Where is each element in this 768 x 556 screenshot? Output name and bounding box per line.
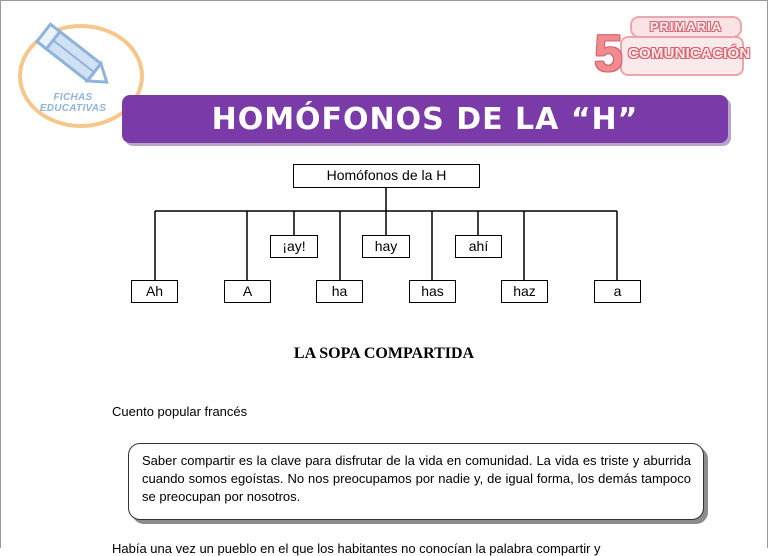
subject-label: COMUNICACIÓN [628,45,751,62]
diagram-node-a-lower: a [594,280,641,303]
diagram-node-a-upper: A [224,280,271,303]
intro-text: Saber compartir es la clave para disfrutar de la vida en comunidad. La vida es triste y aburrida cuando somos egoístas. No nos preocupamos por nadie y, de igual forma, los demás tampoco se preocupan por nosotros. [142,453,691,504]
story-title: LA SOPA COMPARTIDA [293,345,475,362]
diagram-node-ah: Ah [131,280,178,303]
story-first-line: Había una vez un pueblo en el que los habitantes no conocían la palabra compartir y [112,541,601,556]
diagram-node-hay: hay [362,235,410,258]
diagram-node-has: has [409,280,456,303]
level-badge: PRIMARIA [630,16,742,38]
primaria-comunicacion-logo [592,12,751,92]
story-origin: Cuento popular francés [112,404,248,419]
logo-text-line1: FICHAS [53,92,93,103]
logo-text-line2: EDUCATIVAS [39,103,107,114]
diagram-node-ha: ha [316,280,363,303]
intro-callout [128,443,704,520]
diagram-node-haz: haz [501,280,548,303]
diagram-node-ahi: ahí [455,235,502,258]
title-banner [122,95,728,143]
diagram-node-ay: ¡ay! [270,235,318,258]
page-title: HOMÓFONOS DE LA “H” [211,101,639,137]
diagram-root-node: Homófonos de la H [293,164,480,188]
grade-number: 5 [594,25,623,83]
pencil-icon [26,18,116,98]
